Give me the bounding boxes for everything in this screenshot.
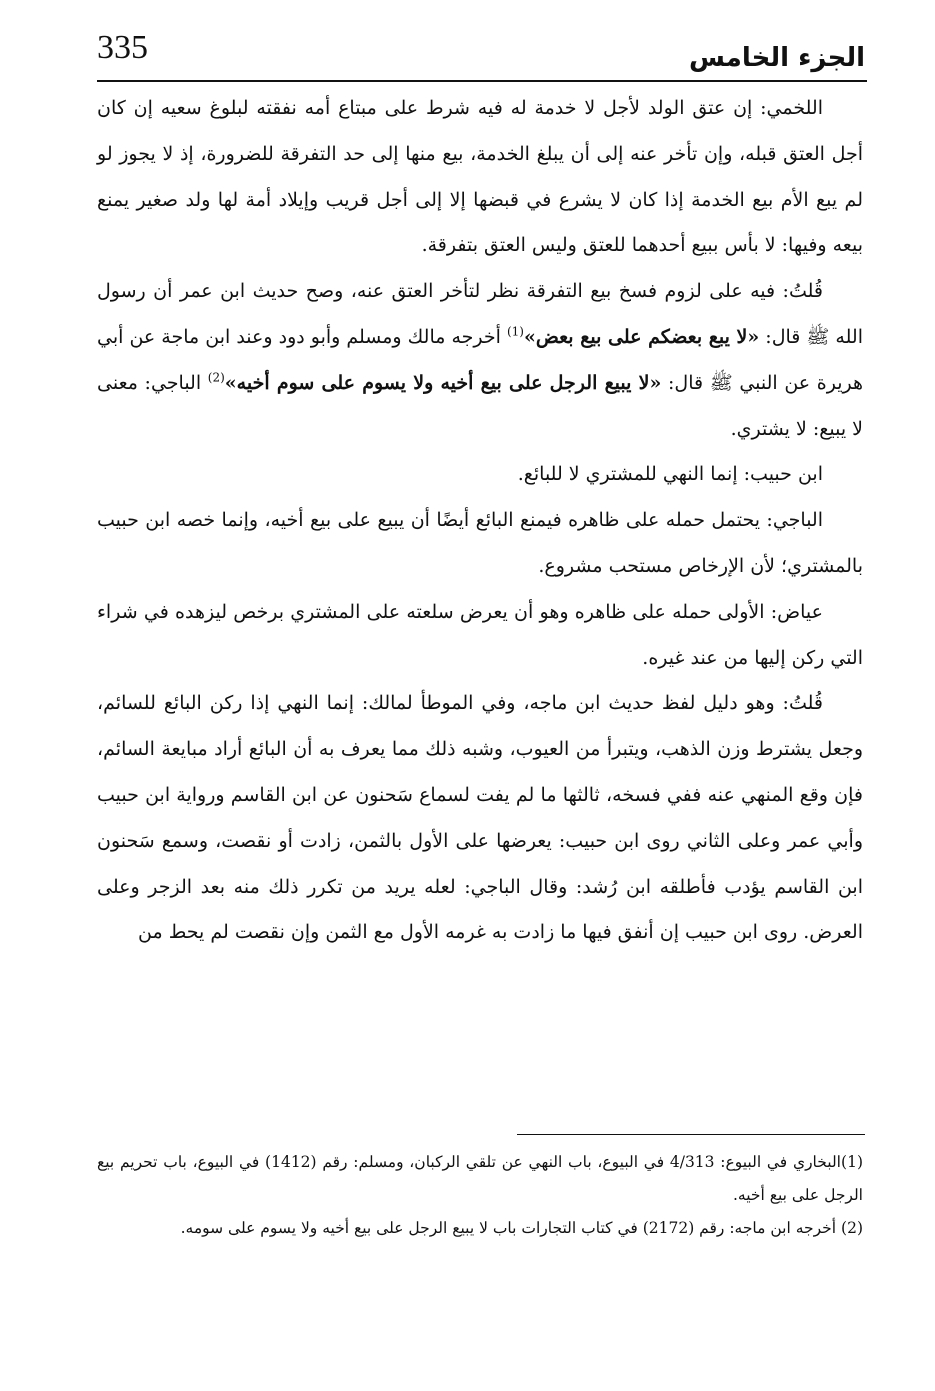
speaker-name: قُلتُ: [788, 692, 823, 715]
paragraph-text: : الأولى حمله على ظاهره وهو أن يعرض سلعته على المشتري برخص ليزهده في شراء التي ركن إليها من عند غيره.: [97, 600, 863, 669]
page-number: 335: [97, 29, 148, 66]
paragraph-baji: [97, 498, 863, 590]
footnote-ref-2[interactable]: (2): [207, 370, 225, 385]
paragraph-ibn-habib: [97, 452, 863, 498]
paragraph-text: : إنما النهي للمشتري لا للبائع.: [517, 463, 751, 486]
paragraph-text: : فيه على لزوم فسخ بيع التفرقة نظر لتأخر العتق عنه، وصح حديث ابن عمر أن رسول الله ﷺ قال:: [97, 280, 863, 348]
paragraph-text: أخرجه مالك ومسلم وأبو دود وعند ابن ماجة عن أبي هريرة عن النبي ﷺ قال:: [97, 325, 864, 394]
speaker-name: قُلتُ: [788, 280, 823, 303]
hadith-quote: «لا يبع بعضكم على بيع بعض»: [523, 325, 760, 348]
speaker-name: عياض: [777, 600, 823, 623]
footnote-2: [97, 1212, 863, 1245]
speaker-name: الباجي: [772, 509, 823, 532]
footnotes: [97, 1146, 863, 1245]
header-rule: [97, 80, 867, 82]
footnote-1: [97, 1146, 863, 1212]
paragraph-text: : وهو دليل لفظ حديث ابن ماجه، وفي الموطأ لمالك: إنما النهي إذا ركن البائع للسائم، وجعل يشترط وزن الذهب، ويتبرأ من العيوب، وشبه ذلك مما يعرف به أن البائع أراد مبايعة السائم، فإن وقع المنهي عنه ففي فسخه، ثالثها ما لم يفت لسماع سَحنون عن ابن القاسم ورواية ابن حبيب وأبي عمر وعلى الثاني روى ابن حبيب: يعرضها على الأول بالثمن، زادت أو نقصت، وسمع سَحنون ابن القاسم يؤدب فأطلقه ابن رُشد: وقال الباجي: لعله يريد من تكرر ذلك منه بعد الزجر وعلى العرض. روى ابن حبيب إن أنفق فيها ما زادت به غرمه الأول مع الثمن وإن نقصت لم يحط من: [97, 692, 863, 944]
hadith-quote: «لا يبيع الرجل على بيع أخيه ولا يسوم على سوم أخيه»: [224, 371, 662, 394]
footnote-ref-1[interactable]: (1): [506, 324, 524, 339]
body-text: [97, 86, 863, 956]
paragraph-text: الباجي: معنى لا يبيع: لا يشتري.: [97, 371, 863, 440]
footnote-marker: (2): [841, 1219, 863, 1237]
footnote-rule: [517, 1134, 865, 1135]
speaker-name: اللخمي: [766, 97, 823, 119]
paragraph-lakhmi: [97, 86, 863, 269]
footnote-text: أخرجه ابن ماجه: رقم (2172) في كتاب التجارات باب لا يبيع الرجل على بيع أخيه ولا يسوم على سومه.: [180, 1219, 841, 1237]
paragraph-text: : إن عتق الولد لأجل لا خدمة له فيه شرط على مبتاع أمه نفقته لبلوغ سعيه إن كان أجل العتق قبله، وإن تأخر عنه إلى أن يبلغ الخدمة، بيع منها إلى حد التفرقة للضرورة، إذ لا يجوز لو لم يبع الأم بيع الخدمة إذا كان لا يشرع في قبضها إلا إلى أجل قريب وإيلاد أمة لها ولد صغير يمنع بيعه وفيها: لا بأس ببيع أحدهما للعتق وليس العتق بتفرقة.: [97, 97, 863, 257]
paragraph-text: : يحتمل حمله على ظاهره فيمنع البائع أيضًا أن يبيع على بيع أخيه، وإنما خصه ابن حبيب بالمشتري؛ لأن الإرخاص مستحب مشروع.: [97, 509, 863, 577]
paragraph-qultu-hadith: [97, 269, 863, 452]
footnote-text: البخاري في البيوع: 4/313 في البيوع، باب النهي عن تلقي الركبان، ومسلم: رقم (1412) في البيوع، باب تحريم بيع الرجل على بيع أخيه.: [97, 1153, 863, 1204]
paragraph-iyad: [97, 590, 863, 682]
running-head: الجزء الخامس: [689, 43, 865, 73]
speaker-name: ابن حبيب: [750, 463, 823, 486]
paragraph-qultu-muwatta: [97, 681, 863, 956]
footnote-marker: (1): [841, 1153, 863, 1171]
